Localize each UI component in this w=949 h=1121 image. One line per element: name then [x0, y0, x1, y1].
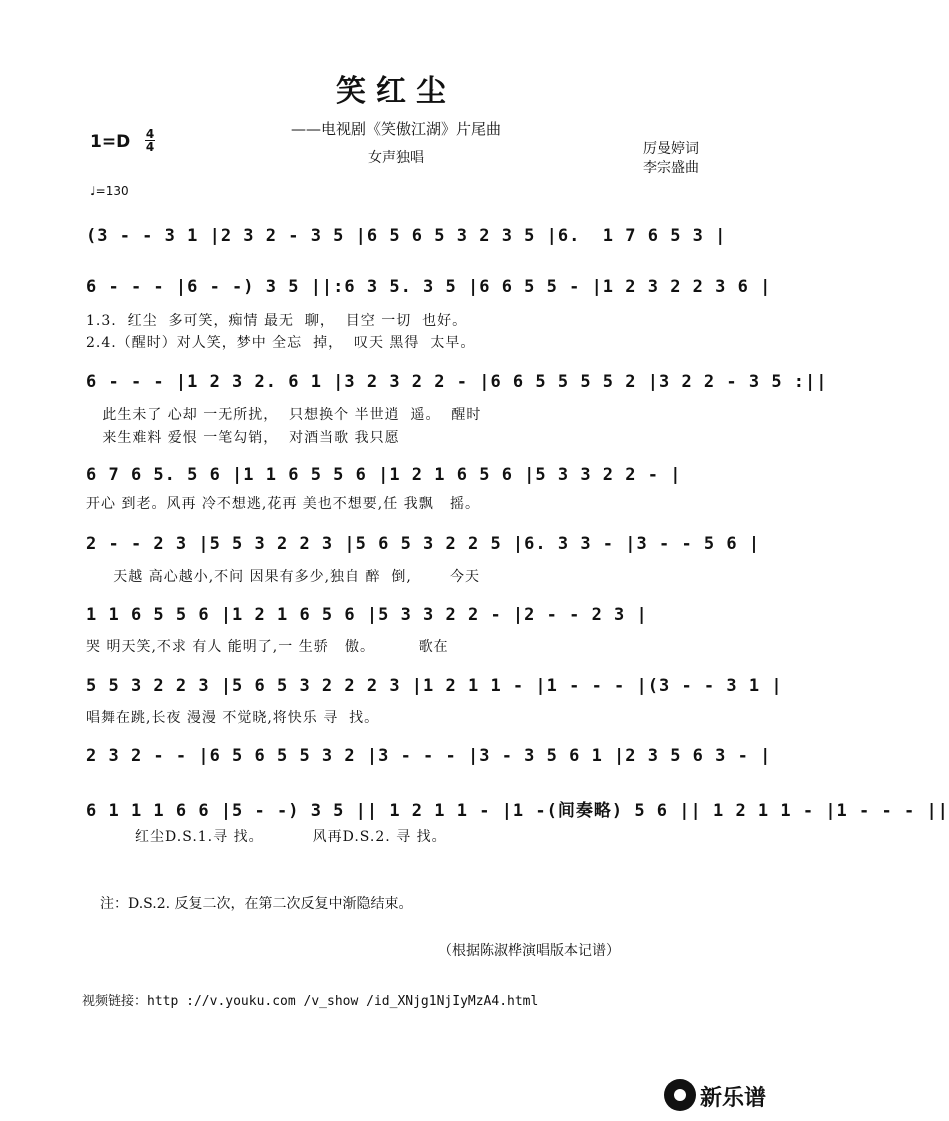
- score-row-3-notes: 6 - - - |1 2 3 2. 6 1 |3 2 3 2 2 - |6 6 5 5 5 5 2 |3 2 2 - 3 5 :||: [86, 372, 828, 392]
- score-row-8-notes: 2 3 2 - - |6 5 6 5 5 3 2 |3 - - - |3 - 3 5 6 1 |2 3 5 6 3 - |: [86, 746, 772, 766]
- composer-credit: 李宗盛曲: [643, 160, 699, 176]
- logo-text: 新乐谱: [700, 1086, 767, 1111]
- score-row-5-lyrics: 天越 高心越小,不问 因果有多少,独自 醉 倒, 今天: [86, 569, 481, 585]
- lyricist-credit: 厉曼婷词: [643, 141, 699, 157]
- site-logo: [664, 1079, 784, 1115]
- performance-note: 注：D.S.2. 反复二次，在第二次反复中渐隐结束。: [100, 896, 413, 912]
- score-row-3-lyrics-2: 来生难料 爱恨 一笔勾销， 对酒当歌 我只愿: [86, 430, 400, 446]
- song-title: 笑红尘: [336, 74, 456, 109]
- time-signature-bottom: 4: [145, 140, 155, 154]
- key-signature: 1=D: [90, 132, 131, 152]
- score-row-9-lyrics: 红尘D.S.1.寻 找。 风再D.S.2. 寻 找。: [86, 829, 447, 845]
- score-row-5-notes: 2 - - 2 3 |5 5 3 2 2 3 |5 6 5 3 2 2 5 |6. 3 3 - |3 - - 5 6 |: [86, 534, 761, 554]
- score-row-7-lyrics: 唱舞在跳,长夜 漫漫 不觉晓,将快乐 寻 找。: [86, 710, 380, 726]
- score-row-3-lyrics-1: 此生未了 心却 一无所扰， 只想换个 半世逍 遥。 醒时: [86, 407, 482, 423]
- time-signature-top: 4: [145, 127, 155, 141]
- score-row-6-notes: 1 1 6 5 5 6 |1 2 1 6 5 6 |5 3 3 2 2 - |2 - - 2 3 |: [86, 605, 648, 625]
- score-row-6-lyrics: 哭 明天笑,不求 有人 能明了,一 生骄 傲。 歌在: [86, 639, 449, 655]
- score-row-2-lyrics-2: 2.4.（醒时）对人笑，梦中 全忘 掉， 叹天 黑得 太早。: [86, 335, 476, 351]
- score-row-9-notes: 6 1 1 1 6 6 |5 - -) 3 5 || 1 2 1 1 - |1 -(间奏略) 5 6 || 1 2 1 1 - |1 - - - ||: [86, 801, 949, 821]
- transcription-source: （根据陈淑桦演唱版本记谱）: [438, 943, 620, 959]
- video-link[interactable]: 视频链接：http ://v.youku.com /v_show /id_XNjg1NjIyMzA4.html: [82, 994, 539, 1009]
- score-row-4-lyrics: 开心 到老。风再 冷不想逃,花再 美也不想要,任 我飘 摇。: [86, 496, 481, 512]
- song-subtitle: ——电视剧《笑傲江湖》片尾曲: [290, 120, 501, 138]
- score-row-1-notes: (3 - - 3 1 |2 3 2 - 3 5 |6 5 6 5 3 2 3 5 |6. 1 7 6 5 3 |: [86, 226, 727, 246]
- record-icon: [664, 1079, 696, 1111]
- score-row-2-lyrics-1: 1.3. 红尘 多可笑，痴情 最无 聊， 目空 一切 也好。: [86, 313, 468, 329]
- score-row-4-notes: 6 7 6 5. 5 6 |1 1 6 5 5 6 |1 2 1 6 5 6 |5 3 3 2 2 - |: [86, 465, 682, 485]
- score-row-2-notes: 6 - - - |6 - -) 3 5 ||:6 3 5. 3 5 |6 6 5 5 - |1 2 3 2 2 3 6 |: [86, 277, 772, 297]
- voice-type: 女声独唱: [368, 150, 424, 166]
- tempo-mark: ♩=130: [90, 184, 129, 198]
- score-row-7-notes: 5 5 3 2 2 3 |5 6 5 3 2 2 2 3 |1 2 1 1 - |1 - - - |(3 - - 3 1 |: [86, 676, 783, 696]
- time-signature: [145, 128, 155, 153]
